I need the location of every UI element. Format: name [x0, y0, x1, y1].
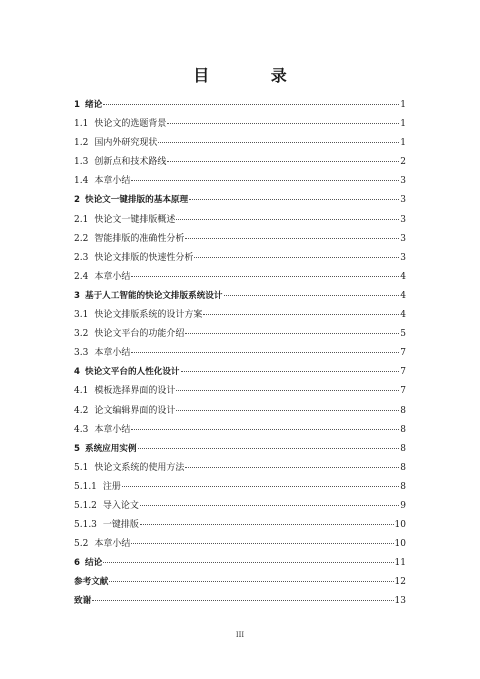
- toc-entry-number: 2.3: [74, 252, 89, 263]
- toc-entry-label: 导入论文: [102, 500, 139, 511]
- toc-entry-number: 1.3: [74, 157, 89, 168]
- toc-entry-page: 4: [400, 310, 406, 321]
- page-number: III: [235, 631, 245, 639]
- toc-entry-page: 13: [394, 596, 406, 607]
- toc-entry-number: 5.1.1: [74, 481, 97, 492]
- toc-entry-page: 5: [400, 329, 406, 340]
- toc-entry-label: 快论文系统的使用方法: [94, 462, 185, 473]
- toc-entry-label: 快论文排版系统的设计方案: [94, 310, 203, 321]
- toc-entry-label: 绪论: [84, 100, 103, 110]
- toc-entry-page: 7: [400, 367, 406, 378]
- toc-dot-leader: [131, 276, 399, 277]
- toc-entry[interactable]: [74, 191, 406, 210]
- toc-entry-label: 注册: [102, 481, 121, 492]
- toc-entry-label: 参考文献: [74, 577, 109, 588]
- toc-entry[interactable]: [74, 382, 406, 401]
- toc-entry-page: 3: [400, 233, 406, 244]
- toc-dot-leader: [203, 314, 399, 315]
- toc-dot-leader: [185, 467, 399, 468]
- toc-entry-label: 基于人工智能的快论文排版系统设计: [84, 290, 223, 301]
- toc-entry[interactable]: [74, 172, 406, 191]
- toc-entry-label: 本章小结: [94, 348, 131, 359]
- toc-entry[interactable]: [74, 325, 406, 344]
- toc-entry-page: 8: [400, 424, 406, 435]
- toc-entry-number: 3.1: [74, 310, 89, 321]
- toc-entry-number: 3.2: [74, 329, 89, 340]
- toc-entry[interactable]: [74, 268, 406, 287]
- toc-entry-label: 快论文平台的功能介绍: [94, 329, 185, 340]
- toc-entry-number: 5.1: [74, 462, 89, 473]
- toc-entry-number: 2: [74, 195, 80, 206]
- toc-entry-page: 7: [400, 386, 406, 397]
- toc-dot-leader: [122, 486, 399, 487]
- toc-entry-number: 5.1.3: [74, 520, 97, 531]
- toc-entry-page: 2: [400, 157, 406, 168]
- toc-entry-page: 10: [394, 520, 406, 531]
- toc-dot-leader: [131, 180, 399, 181]
- toc-entry[interactable]: [74, 287, 406, 306]
- toc-entry-page: 8: [400, 405, 406, 416]
- toc-entry-page: 7: [400, 348, 406, 359]
- toc-entry-number: 4: [74, 367, 80, 378]
- toc-entry-label: 快论文平台的人性化设计: [84, 367, 180, 378]
- toc-entry-page: 10: [394, 539, 406, 550]
- toc-entry-number: 2.4: [74, 271, 89, 282]
- toc-entry-label: 国内外研究现状: [94, 138, 158, 149]
- toc-dot-leader: [131, 352, 399, 353]
- toc-entry-label: 快论文一键排版概述: [94, 214, 176, 225]
- toc-dot-leader: [194, 257, 399, 258]
- toc-entry-number: 3: [74, 290, 80, 301]
- toc-entry[interactable]: [74, 249, 406, 268]
- toc-entry-label: 本章小结: [94, 539, 131, 550]
- toc-dot-leader: [189, 199, 399, 200]
- toc-entry[interactable]: [74, 344, 406, 363]
- toc-dot-leader: [131, 429, 399, 430]
- toc-entry[interactable]: [74, 134, 406, 153]
- toc-entry-label: 智能排版的准确性分析: [94, 233, 185, 244]
- toc-entry-number: 4.1: [74, 386, 89, 397]
- toc-entry-number: 3.3: [74, 348, 89, 359]
- toc-dot-leader: [181, 371, 400, 372]
- toc-entry[interactable]: [74, 402, 406, 421]
- toc-entry-number: 1.1: [74, 119, 89, 130]
- toc-entry-page: 1: [400, 100, 406, 110]
- toc-entry-label: 结论: [84, 558, 103, 569]
- toc-entry-number: 1: [74, 100, 80, 110]
- toc-entry[interactable]: [74, 153, 406, 172]
- toc-entry-label: 快论文的选题背景: [94, 119, 167, 130]
- toc-entry-page: 8: [400, 462, 406, 473]
- toc-entry-label: 致谢: [74, 596, 92, 607]
- toc-entry-page: 8: [400, 481, 406, 492]
- toc-dot-leader: [224, 295, 400, 296]
- toc-entry[interactable]: [74, 535, 406, 554]
- toc-entry-page: 8: [400, 443, 406, 454]
- toc-entry-number: 5.1.2: [74, 500, 97, 511]
- toc-entry[interactable]: [74, 554, 406, 573]
- toc-dot-leader: [176, 410, 399, 411]
- toc-entry[interactable]: [74, 421, 406, 440]
- toc-entry-page: 1: [400, 138, 406, 149]
- toc-entry-number: 5: [74, 443, 80, 454]
- toc-entry-number: 6: [74, 558, 80, 569]
- toc-entry-page: 3: [400, 176, 406, 187]
- toc-entry-page: 4: [400, 290, 406, 301]
- toc-title: 目 录: [193, 66, 315, 85]
- toc-dot-leader: [131, 543, 393, 544]
- toc-entry-label: 本章小结: [94, 176, 131, 187]
- toc-entry[interactable]: [74, 592, 406, 611]
- table-of-contents: [74, 96, 406, 612]
- toc-dot-leader: [103, 562, 393, 563]
- toc-dot-leader: [103, 104, 399, 105]
- toc-entry[interactable]: [74, 115, 406, 134]
- toc-entry-number: 5.2: [74, 539, 89, 550]
- toc-entry-label: 一键排版: [102, 520, 139, 531]
- toc-entry[interactable]: [74, 497, 406, 516]
- toc-entry[interactable]: [74, 211, 406, 230]
- toc-dot-leader: [167, 123, 399, 124]
- toc-entry-number: 1.2: [74, 138, 89, 149]
- toc-entry-label: 论文编辑界面的设计: [94, 405, 176, 416]
- toc-entry-page: 3: [400, 252, 406, 263]
- toc-entry[interactable]: [74, 516, 406, 535]
- toc-entry-page: 9: [400, 500, 406, 511]
- toc-entry[interactable]: [74, 230, 406, 249]
- toc-entry-page: 12: [394, 577, 406, 588]
- toc-entry-label: 系统应用实例: [84, 443, 137, 454]
- toc-entry-label: 快论文排版的快速性分析: [94, 252, 194, 263]
- toc-entry-page: 3: [400, 214, 406, 225]
- toc-entry-page: 3: [400, 195, 406, 206]
- toc-entry-number: 4.3: [74, 424, 89, 435]
- toc-entry-label: 快论文一键排版的基本原理: [84, 195, 189, 206]
- toc-entry-label: 本章小结: [94, 424, 131, 435]
- toc-entry[interactable]: [74, 440, 406, 459]
- toc-entry[interactable]: [74, 363, 406, 382]
- toc-entry-page: 4: [400, 271, 406, 282]
- toc-entry-label: 创新点和技术路线: [94, 157, 167, 168]
- toc-dot-leader: [140, 524, 394, 525]
- toc-entry-number: 2.2: [74, 233, 89, 244]
- toc-entry-label: 本章小结: [94, 271, 131, 282]
- toc-dot-leader: [158, 142, 399, 143]
- toc-entry[interactable]: [74, 573, 406, 592]
- toc-dot-leader: [138, 448, 400, 449]
- toc-entry-page: 1: [400, 119, 406, 130]
- toc-dot-leader: [185, 333, 399, 334]
- toc-dot-leader: [167, 161, 399, 162]
- toc-entry[interactable]: [74, 478, 406, 497]
- toc-dot-leader: [176, 219, 399, 220]
- toc-entry[interactable]: [74, 459, 406, 478]
- toc-dot-leader: [176, 390, 399, 391]
- toc-entry[interactable]: [74, 96, 406, 115]
- toc-entry-number: 4.2: [74, 405, 89, 416]
- toc-entry-number: 1.4: [74, 176, 89, 187]
- toc-dot-leader: [185, 238, 399, 239]
- toc-entry-page: 11: [394, 558, 406, 569]
- toc-entry[interactable]: [74, 306, 406, 325]
- toc-dot-leader: [140, 505, 399, 506]
- toc-dot-leader: [109, 581, 393, 582]
- toc-dot-leader: [92, 600, 393, 601]
- toc-entry-label: 模板选择界面的设计: [94, 386, 176, 397]
- toc-entry-number: 2.1: [74, 214, 89, 225]
